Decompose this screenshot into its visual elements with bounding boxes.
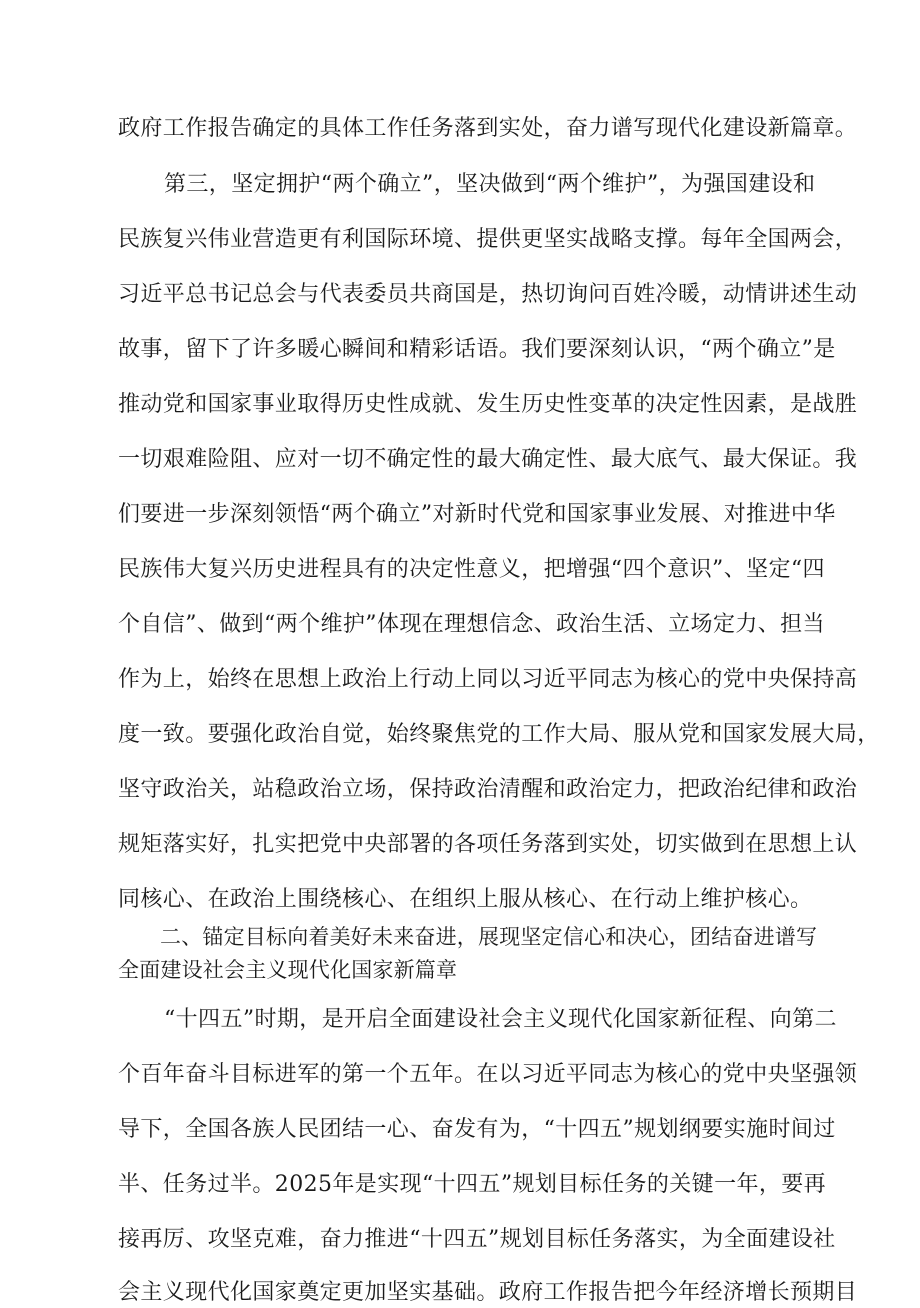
paragraph-line: “十四五”时期，是开启全面建设社会主义现代化国家新征程、向第二 <box>164 1007 837 1032</box>
paragraph-line: 民族复兴伟业营造更有利国际环境、提供更坚实战略支撑。每年全国两会， <box>118 227 858 252</box>
paragraph-line: 会主义现代化国家奠定更加坚实基础。政府工作报告把今年经济增长预期目 <box>118 1280 858 1305</box>
paragraph-line: 坚守政治关，站稳政治立场，保持政治清醒和政治定力，把政治纪律和政治 <box>118 777 858 802</box>
paragraph-line: 第三，坚定拥护“两个确立”，坚决做到“两个维护”，为强国建设和 <box>164 172 816 197</box>
paragraph-line: 推动党和国家事业取得历史性成就、发生历史性变革的决定性因素，是战胜 <box>118 392 858 417</box>
paragraph-line: 政府工作报告确定的具体工作任务落到实处，奋力谱写现代化建设新篇章。 <box>118 116 858 141</box>
paragraph-line: 故事，留下了许多暖心瞬间和精彩话语。我们要深刻认识，“两个确立”是 <box>118 337 836 362</box>
paragraph-line: 规矩落实好，扎实把党中央部署的各项任务落到实处，切实做到在思想上认 <box>118 832 858 857</box>
section-heading: 全面建设社会主义现代化国家新篇章 <box>118 958 458 982</box>
paragraph-line: 一切艰难险阻、应对一切不确定性的最大确定性、最大底气、最大保证。我 <box>118 447 858 472</box>
section-heading: 二、锚定目标向着美好未来奋进，展现坚定信心和决心，团结奋进谱写 <box>160 925 818 949</box>
paragraph-line: 们要进一步深刻领悟“两个确立”对新时代党和国家事业发展、对推进中华 <box>118 502 836 527</box>
paragraph-line: 同核心、在政治上围绕核心、在组织上服从核心、在行动上维护核心。 <box>118 887 813 912</box>
paragraph-line: 导下，全国各族人民团结一心、奋发有为，“十四五”规划纲要实施时间过 <box>118 1117 836 1142</box>
paragraph-line: 度一致。要强化政治自觉，始终聚焦党的工作大局、服从党和国家发展大局， <box>118 722 880 747</box>
paragraph-line: 半、任务过半。2025年是实现“十四五”规划目标任务的关键一年，要再 <box>118 1172 827 1197</box>
paragraph-line: 接再厉、攻坚克难，奋力推进“十四五”规划目标任务落实，为全面建设社 <box>118 1227 836 1252</box>
paragraph-line: 民族伟大复兴历史进程具有的决定性意义，把增强“四个意识”、坚定“四 <box>118 557 825 582</box>
paragraph-line: 作为上，始终在思想上政治上行动上同以习近平同志为核心的党中央保持高 <box>118 667 858 692</box>
paragraph-line: 个自信”、做到“两个维护”体现在理想信念、政治生活、立场定力、担当 <box>118 612 825 637</box>
paragraph-line: 习近平总书记总会与代表委员共商国是，热切询问百姓冷暖，动情讲述生动 <box>118 282 858 307</box>
paragraph-line: 个百年奋斗目标进军的第一个五年。在以习近平同志为核心的党中央坚强领 <box>118 1062 858 1087</box>
